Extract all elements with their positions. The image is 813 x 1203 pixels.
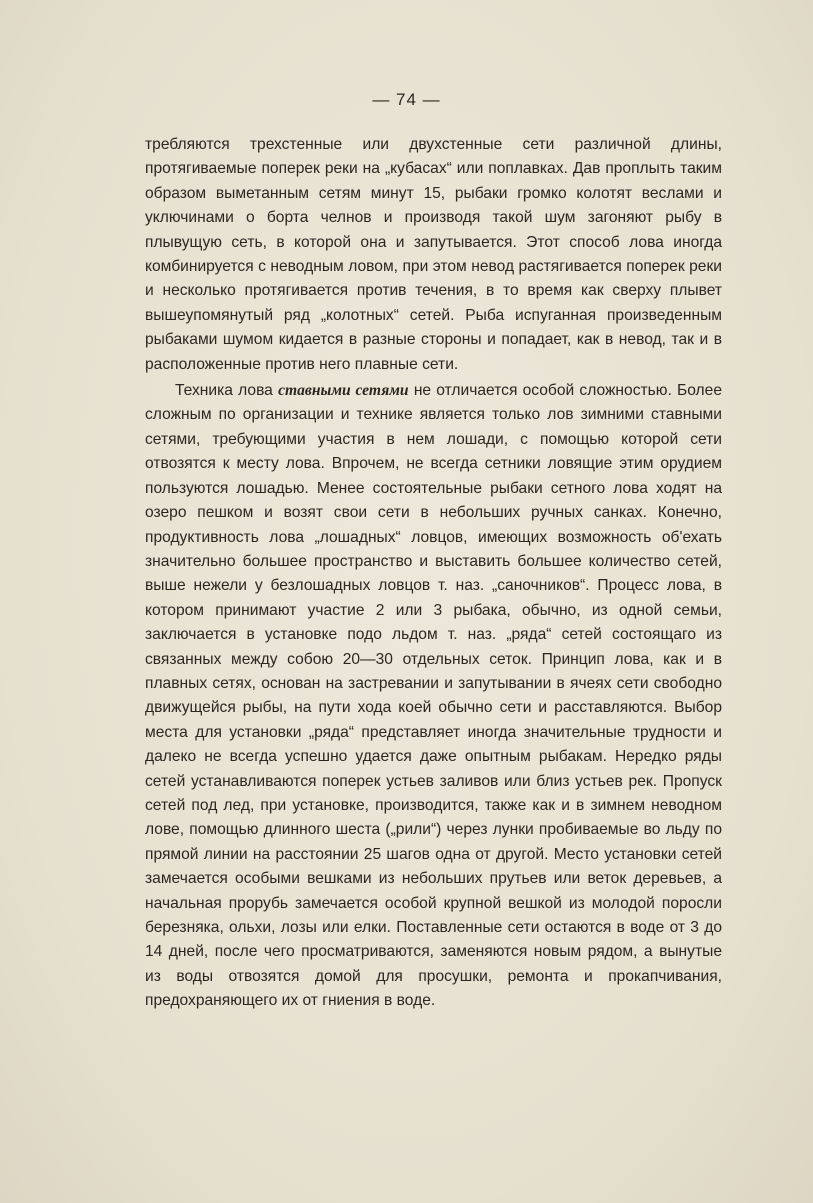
- body-text: [145, 133, 722, 1014]
- paragraph-2-start: Техника лова: [175, 382, 279, 400]
- paragraph-2-rest: не отличается особой сложностью. Более сложным по организации и технике является только лов зимними ставными сетями, требующими участия в нем лошади, с помощью которой сети отвозятся к месту лова. Впрочем, не всегда сетники ловящие этим орудием пользуются лошадью. Менее состоятельные рыбаки сетного лова ходят на озеро пешком и возят свои сети в небольших ручных санках. Конечно, продуктивность лова „лошадных“ ловцов, имеющих возможность об'ехать значительно большее пространство и выставить большее количество сетей, выше нежели у безлошадных ловцов т. наз. „саночников“. Процесс лова, в котором принимают участие 2 или 3 рыбака, обычно, из одной семьи, заключается в установке подо льдом т. наз. „ряда“ сетей состоящаго из связанных между собою 20—30 отдельных сеток. Принцип лова, как и в плавных сетях, основан на застревании и запутывании в ячеях сети свободно движущейся рыбы, на пути хода коей обычно сети и расставляются. Выбор места для установки „ряда“ представляет иногда значительные трудности и далеко не всегда успешно удается даже опытным рыбакам. Нередко ряды сетей устанавливаются поперек устьев заливов или близ устьев рек. Пропуск сетей под лед, при установке, производится, также как и в зимнем неводном лове, помощью длинного шеста („рили“) через лунки пробиваемые во льду по прямой линии на расстоянии 25 шагов одна от другой. Место установки сетей замечается особыми вешками из небольших прутьев или веток деревьев, а начальная прорубь замечается особой крупной вешкой из молодой поросли березняка, ольхи, лозы или елки. Поставленные сети остаются в воде от 3 до 14 дней, после чего просматриваются, заменяются новым рядом, а вынутые из воды отвозятся домой для просушки, ремонта и прокапчивания, предохраняющего их от гниения в воде.: [145, 382, 722, 1010]
- page-number: — 74 —: [372, 90, 441, 109]
- emphasized-term: ставными сетями: [278, 382, 409, 400]
- paragraph-2: [145, 379, 722, 1014]
- paragraph-1: требляются трехстенные или двухстенные сети различной длины, протягиваемые поперек реки на „кубасах“ или поплавках. Дав проплыть таким образом выметанным сетям минут 15, рыбаки громко колотят веслами и уключинами о борта челнов и производя такой шум загоняют рыбу в плывущую сеть, в которой она и запутывается. Этот способ лова иногда комбинируется с неводным ловом, при этом невод растягивается поперек реки и несколько протягивается против течения, в то время как сверху плывет вышеупомянутый ряд „колотных“ сетей. Рыба испуганная произведенным рыбаками шумом кидается в разные стороны и попадает, как в невод, так и в расположенные против него плавные сети.: [145, 136, 722, 373]
